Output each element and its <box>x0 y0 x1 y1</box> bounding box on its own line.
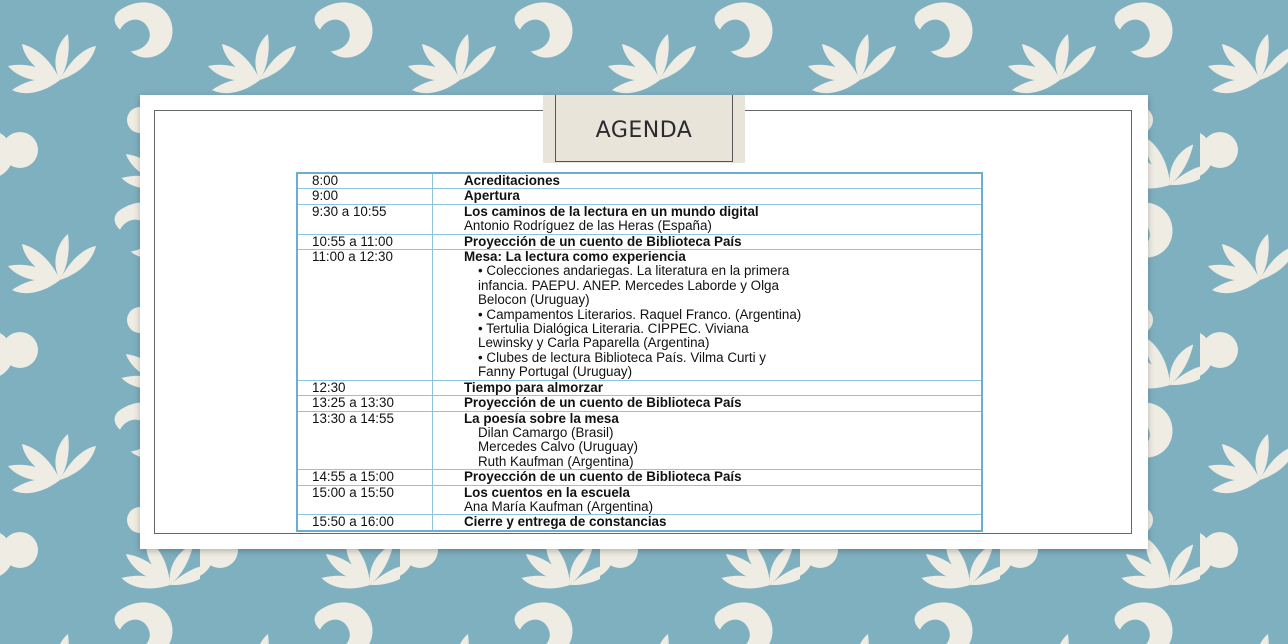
agenda-time: 10:55 a 11:00 <box>297 234 433 249</box>
agenda-activity <box>433 204 983 234</box>
agenda-time: 13:25 a 13:30 <box>297 396 433 411</box>
activity-detail: Belocon (Uruguay) <box>478 292 590 308</box>
agenda-activity <box>433 411 983 470</box>
agenda-row <box>297 380 982 395</box>
agenda-time: 13:30 a 14:55 <box>297 411 433 470</box>
activity-title: Cierre y entrega de constancias <box>464 514 667 530</box>
activity-title: Proyección de un cuento de Biblioteca País <box>464 395 742 411</box>
agenda-activity <box>433 485 983 515</box>
agenda-time: 15:00 a 15:50 <box>297 485 433 515</box>
agenda-time: 15:50 a 16:00 <box>297 515 433 531</box>
activity-detail: Antonio Rodríguez de las Heras (España) <box>464 218 712 234</box>
title-tab-border <box>555 95 733 162</box>
agenda-row <box>297 234 982 249</box>
slide-title: AGENDA <box>595 117 693 143</box>
activity-title: Los cuentos en la escuela <box>464 484 630 500</box>
agenda-activity <box>433 380 983 395</box>
agenda-row <box>297 396 982 411</box>
agenda-table <box>296 172 983 532</box>
agenda-activity <box>433 396 983 411</box>
activity-detail: • Clubes de lectura Biblioteca País. Vilma Curti y <box>478 349 767 365</box>
agenda-time: 8:00 <box>297 173 433 189</box>
title-tab <box>543 95 745 163</box>
agenda-activity <box>433 515 983 531</box>
activity-title: Apertura <box>464 188 520 204</box>
activity-detail: Fanny Portugal (Uruguay) <box>478 364 633 380</box>
activity-detail: Lewinsky y Carla Paparella (Argentina) <box>478 335 710 351</box>
agenda-time: 12:30 <box>297 380 433 395</box>
slide-card <box>140 95 1148 549</box>
activity-detail: Dilan Camargo (Brasil) <box>478 424 614 440</box>
activity-title: Proyección de un cuento de Biblioteca País <box>464 469 742 485</box>
activity-detail: • Colecciones andariegas. La literatura en la primera <box>478 263 790 279</box>
agenda-row <box>297 173 982 189</box>
activity-detail: Ana María Kaufman (Argentina) <box>464 498 654 514</box>
activity-detail: • Campamentos Literarios. Raquel Franco. (Argentina) <box>478 306 802 322</box>
agenda-row <box>297 204 982 234</box>
activity-title: Mesa: La lectura como experiencia <box>464 249 686 265</box>
agenda-row <box>297 189 982 204</box>
agenda-activity <box>433 189 983 204</box>
agenda-time: 11:00 a 12:30 <box>297 250 433 381</box>
agenda-activity <box>433 250 983 381</box>
activity-title: Proyección de un cuento de Biblioteca País <box>464 233 742 249</box>
agenda-time: 9:00 <box>297 189 433 204</box>
agenda-row <box>297 250 982 381</box>
agenda-time: 14:55 a 15:00 <box>297 470 433 485</box>
agenda-activity <box>433 173 983 189</box>
agenda-row <box>297 485 982 515</box>
activity-detail: infancia. PAEPU. ANEP. Mercedes Laborde y Olga <box>478 277 779 293</box>
agenda-row <box>297 515 982 531</box>
activity-title: Los caminos de la lectura en un mundo digital <box>464 203 759 219</box>
agenda-row <box>297 470 982 485</box>
activity-detail: Mercedes Calvo (Uruguay) <box>478 439 639 455</box>
activity-detail: • Tertulia Dialógica Literaria. CIPPEC. Viviana <box>478 321 749 337</box>
agenda-activity <box>433 470 983 485</box>
agenda-activity <box>433 234 983 249</box>
agenda-row <box>297 411 982 470</box>
activity-title: La poesía sobre la mesa <box>464 410 619 426</box>
activity-title: Tiempo para almorzar <box>464 379 603 395</box>
agenda-body <box>297 173 982 531</box>
activity-title: Acreditaciones <box>464 173 561 188</box>
activity-detail: Ruth Kaufman (Argentina) <box>478 453 634 469</box>
agenda-time: 9:30 a 10:55 <box>297 204 433 234</box>
